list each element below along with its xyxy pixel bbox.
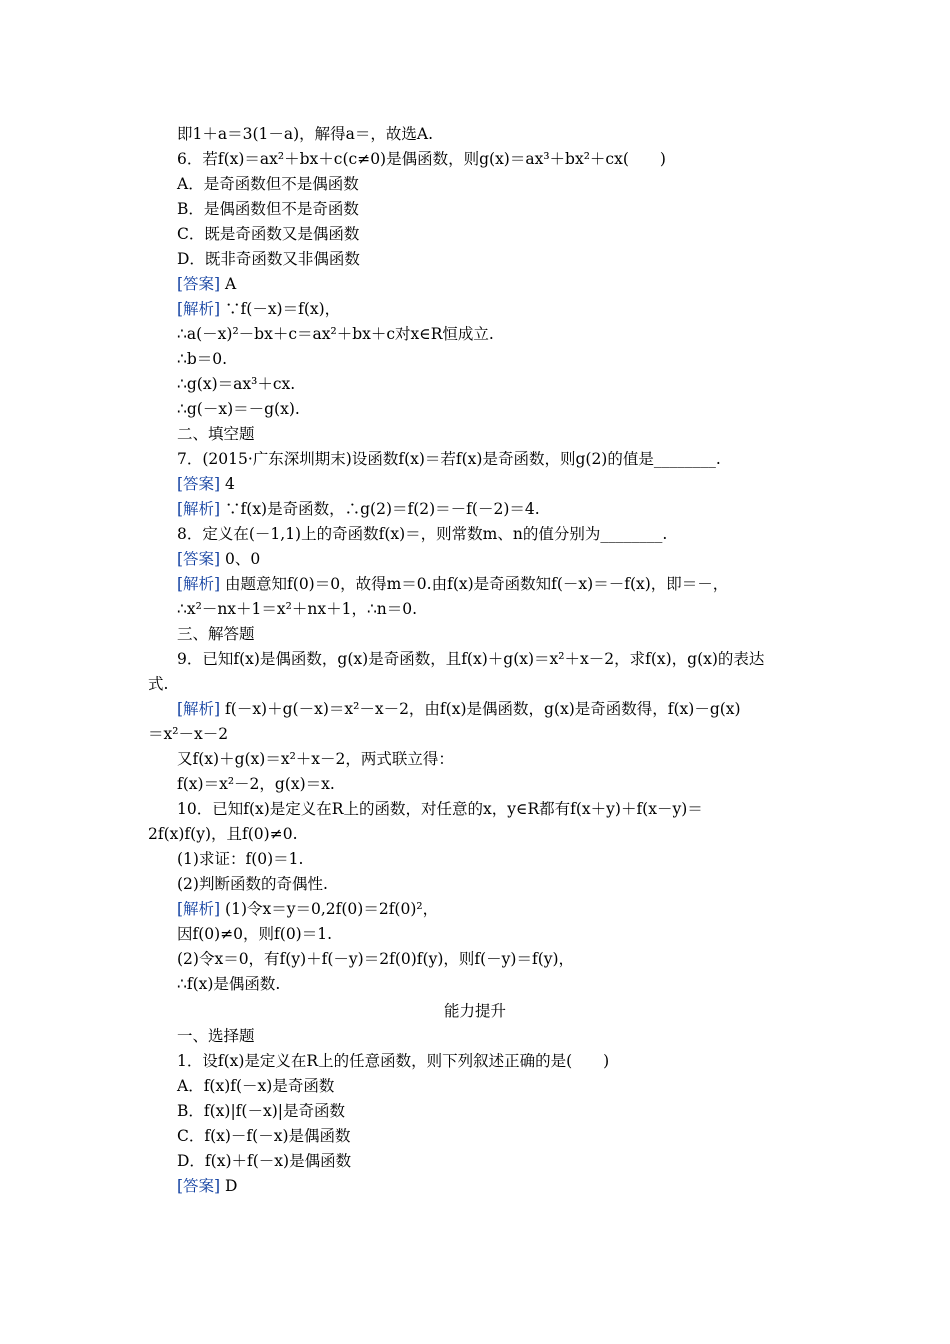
question-10: 10．已知f(x)是定义在R上的函数，对任意的x，y∈R都有f(x＋y)＋f(x－y)＝ [177, 800, 703, 818]
section-heading: 一、选择题 [177, 1027, 255, 1045]
text-line: f(x)＝x²－2，g(x)＝x. [177, 775, 335, 793]
option-a: A．是奇函数但不是偶函数 [177, 175, 359, 193]
option-b: B．是偶函数但不是奇函数 [177, 200, 359, 218]
option-a: A．f(x)f(－x)是奇函数 [177, 1077, 335, 1095]
section-heading: 三、解答题 [177, 625, 255, 643]
section-heading: 二、填空题 [177, 425, 255, 443]
answer-line: [答案] D [177, 1177, 238, 1195]
section-title: 能力提升 [443, 1002, 506, 1020]
text-line: 即1＋a＝3(1－a)，解得a＝，故选A. [177, 125, 434, 143]
text-line: ∴x²－nx＋1＝x²＋nx＋1，∴n＝0. [177, 600, 418, 618]
analysis-line: [解析] f(－x)＋g(－x)＝x²－x－2，由f(x)是偶函数，g(x)是奇函数得，f(x)－g(x) [177, 700, 741, 718]
answer-line: [答案] 4 [177, 475, 235, 493]
option-c: C．既是奇函数又是偶函数 [177, 225, 360, 243]
text-line: (2)判断函数的奇偶性. [177, 875, 328, 893]
analysis-line: [解析] (1)令x＝y＝0,2f(0)＝2f(0)²， [177, 900, 439, 918]
text-line: ∴f(x)是偶函数. [177, 975, 281, 993]
answer-tag: [答案] [177, 475, 221, 493]
option-d: D．f(x)＋f(－x)是偶函数 [177, 1152, 352, 1170]
analysis-tag: [解析] [177, 300, 221, 318]
question-1: 1．设f(x)是定义在R上的任意函数，则下列叙述正确的是( ) [177, 1052, 610, 1070]
answer-tag: [答案] [177, 275, 221, 293]
question-6: 6．若f(x)＝ax²＋bx＋c(c≠0)是偶函数，则g(x)＝ax³＋bx²＋cx( ) [177, 150, 666, 168]
text-line: ＝x²－x－2 [148, 725, 229, 743]
analysis-line: [解析] ∵f(x)是奇函数，∴g(2)＝f(2)＝－f(－2)＝4. [177, 500, 540, 518]
text-line: ∴b＝0. [177, 350, 228, 368]
text-line: ∴g(x)＝ax³＋cx. [177, 375, 296, 393]
answer-tag: [答案] [177, 550, 221, 568]
analysis-line: [解析] 由题意知f(0)＝0，故得m＝0.由f(x)是奇函数知f(－x)＝－f(x)，即＝－， [177, 575, 729, 593]
analysis-tag: [解析] [177, 900, 221, 918]
analysis-line: [解析] ∵f(－x)＝f(x)， [177, 300, 341, 318]
analysis-tag: [解析] [177, 500, 221, 518]
text-line: 2f(x)f(y)，且f(0)≠0. [148, 825, 298, 843]
text-line: 又f(x)＋g(x)＝x²＋x－2，两式联立得： [177, 750, 454, 768]
analysis-tag: [解析] [177, 575, 221, 593]
option-d: D．既非奇函数又非偶函数 [177, 250, 360, 268]
question-8: 8．定义在(－1,1)上的奇函数f(x)＝，则常数m、n的值分别为________. [177, 525, 668, 543]
answer-line: [答案] 0、0 [177, 550, 261, 568]
text-line: ∴a(－x)²－bx＋c＝ax²＋bx＋c对x∈R恒成立. [177, 325, 494, 343]
analysis-tag: [解析] [177, 700, 221, 718]
option-b: B．f(x)|f(－x)|是奇函数 [177, 1102, 345, 1120]
option-c: C．f(x)－f(－x)是偶函数 [177, 1127, 351, 1145]
text-line: 因f(0)≠0，则f(0)＝1. [177, 925, 333, 943]
text-line: (1)求证：f(0)＝1. [177, 850, 304, 868]
text-line: 式. [148, 675, 169, 693]
answer-line: [答案] A [177, 275, 237, 293]
question-9: 9．已知f(x)是偶函数，g(x)是奇函数，且f(x)＋g(x)＝x²＋x－2，求f(x)，g(x)的表达 [177, 650, 765, 668]
text-line: (2)令x＝0，有f(y)＋f(－y)＝2f(0)f(y)，则f(－y)＝f(y)， [177, 950, 575, 968]
answer-tag: [答案] [177, 1177, 221, 1195]
text-line: ∴g(－x)＝－g(x). [177, 400, 300, 418]
question-7: 7．(2015·广东深圳期末)设函数f(x)＝若f(x)是奇函数，则g(2)的值是________. [177, 450, 721, 468]
